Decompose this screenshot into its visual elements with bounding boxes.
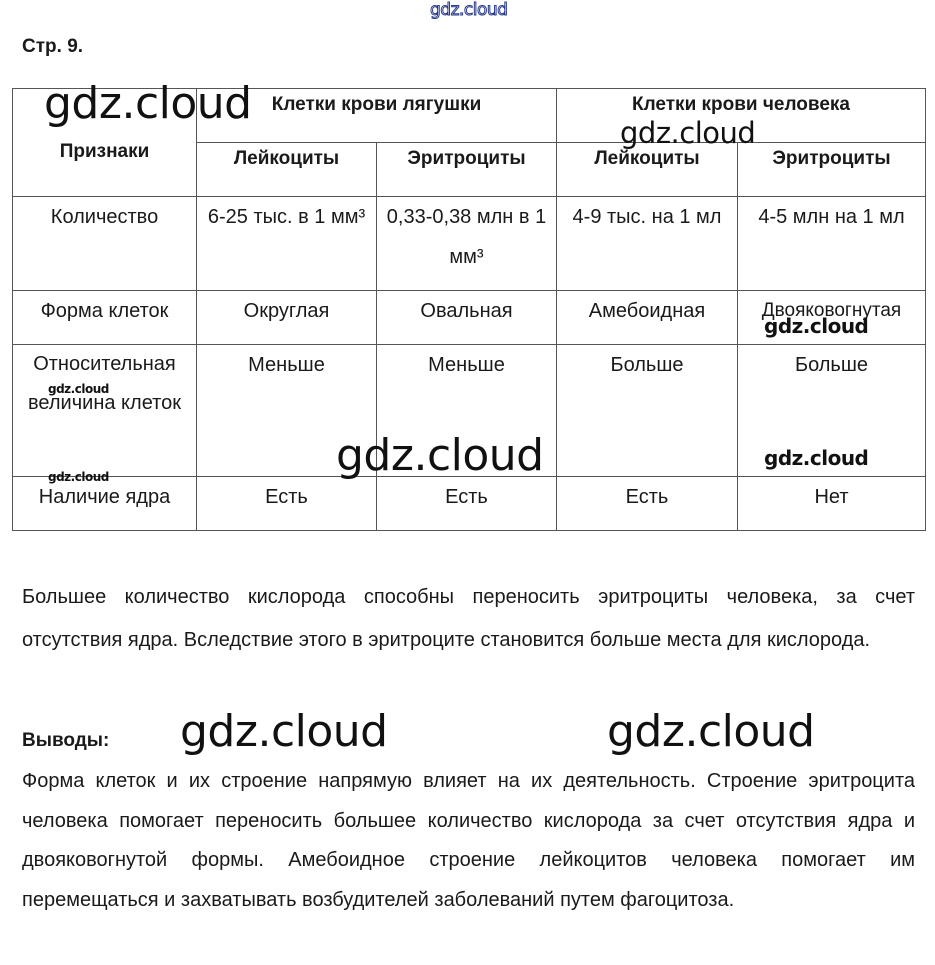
watermark: gdz.cloud bbox=[48, 470, 109, 484]
subheader-frog-leukocytes: Лейкоциты bbox=[197, 143, 377, 197]
watermark: gdz.cloud bbox=[764, 314, 869, 338]
conclusion-title: Выводы: bbox=[22, 730, 110, 751]
table-cell: Овальная bbox=[377, 291, 557, 345]
table-cell: 4-9 тыс. на 1 мл bbox=[557, 197, 738, 291]
row-label: Количество bbox=[13, 197, 197, 291]
watermark: gdz.cloud bbox=[764, 446, 869, 470]
watermark: gdz.cloud bbox=[336, 430, 544, 481]
row-label: Наличие ядра bbox=[13, 477, 197, 531]
header-human-cells: Клетки крови человека bbox=[557, 89, 926, 143]
table-row bbox=[13, 477, 926, 531]
table-cell: Округлая bbox=[197, 291, 377, 345]
table-cell: 6-25 тыс. в 1 мм³ bbox=[197, 197, 377, 291]
subheader-frog-erythrocytes: Эритроциты bbox=[377, 143, 557, 197]
table-cell: 4-5 млн на 1 мл bbox=[738, 197, 926, 291]
table-row bbox=[13, 197, 926, 291]
watermark: gdz.cloud bbox=[180, 706, 388, 757]
watermark: gdz.cloud bbox=[48, 382, 109, 396]
table-cell: Нет bbox=[738, 477, 926, 531]
subheader-human-leukocytes: Лейкоциты bbox=[557, 143, 738, 197]
table-cell: Двояковогнутая bbox=[738, 291, 926, 345]
table-cell: Есть bbox=[557, 477, 738, 531]
header-frog-cells: Клетки крови лягушки bbox=[197, 89, 557, 143]
watermark: gdz.cloud bbox=[607, 706, 815, 757]
table-cell: Больше bbox=[557, 345, 738, 477]
conclusion-paragraph: Форма клеток и их строение напрямую влияет на их деятельность. Строение эритроцита человека помогает переносить большее количество кислорода за счет отсутствия ядра и двояковогнутой формы. Амебоидное строение лейкоцитов человека помогает им перемещаться и захватывать возбудителей заболеваний путем фагоцитоза. bbox=[22, 770, 915, 911]
watermark: gdz.cloud bbox=[44, 78, 252, 129]
row-label: Относительная величина клеток bbox=[13, 345, 197, 477]
table-cell: 0,33-0,38 млн в 1 мм³ bbox=[377, 197, 557, 291]
table-cell: Амебоидная bbox=[557, 291, 738, 345]
watermark-top: gdz.cloud bbox=[430, 0, 508, 20]
row-label: Форма клеток bbox=[13, 291, 197, 345]
subheader-human-erythrocytes: Эритроциты bbox=[738, 143, 926, 197]
explanation-paragraph: Большее количество кислорода способны переносить эритроциты человека, за счет отсутствия ядра. Вследствие этого в эритроците становится больше места для кислорода. bbox=[22, 586, 915, 651]
table-cell: Есть bbox=[197, 477, 377, 531]
watermark: gdz.cloud bbox=[620, 116, 756, 150]
page-label: Стр. 9. bbox=[22, 36, 84, 57]
table-cell: Меньше bbox=[377, 345, 557, 477]
header-signs: Признаки bbox=[13, 89, 197, 197]
table-cell: Есть bbox=[377, 477, 557, 531]
table-cell: Больше bbox=[738, 345, 926, 477]
table-cell: Меньше bbox=[197, 345, 377, 477]
